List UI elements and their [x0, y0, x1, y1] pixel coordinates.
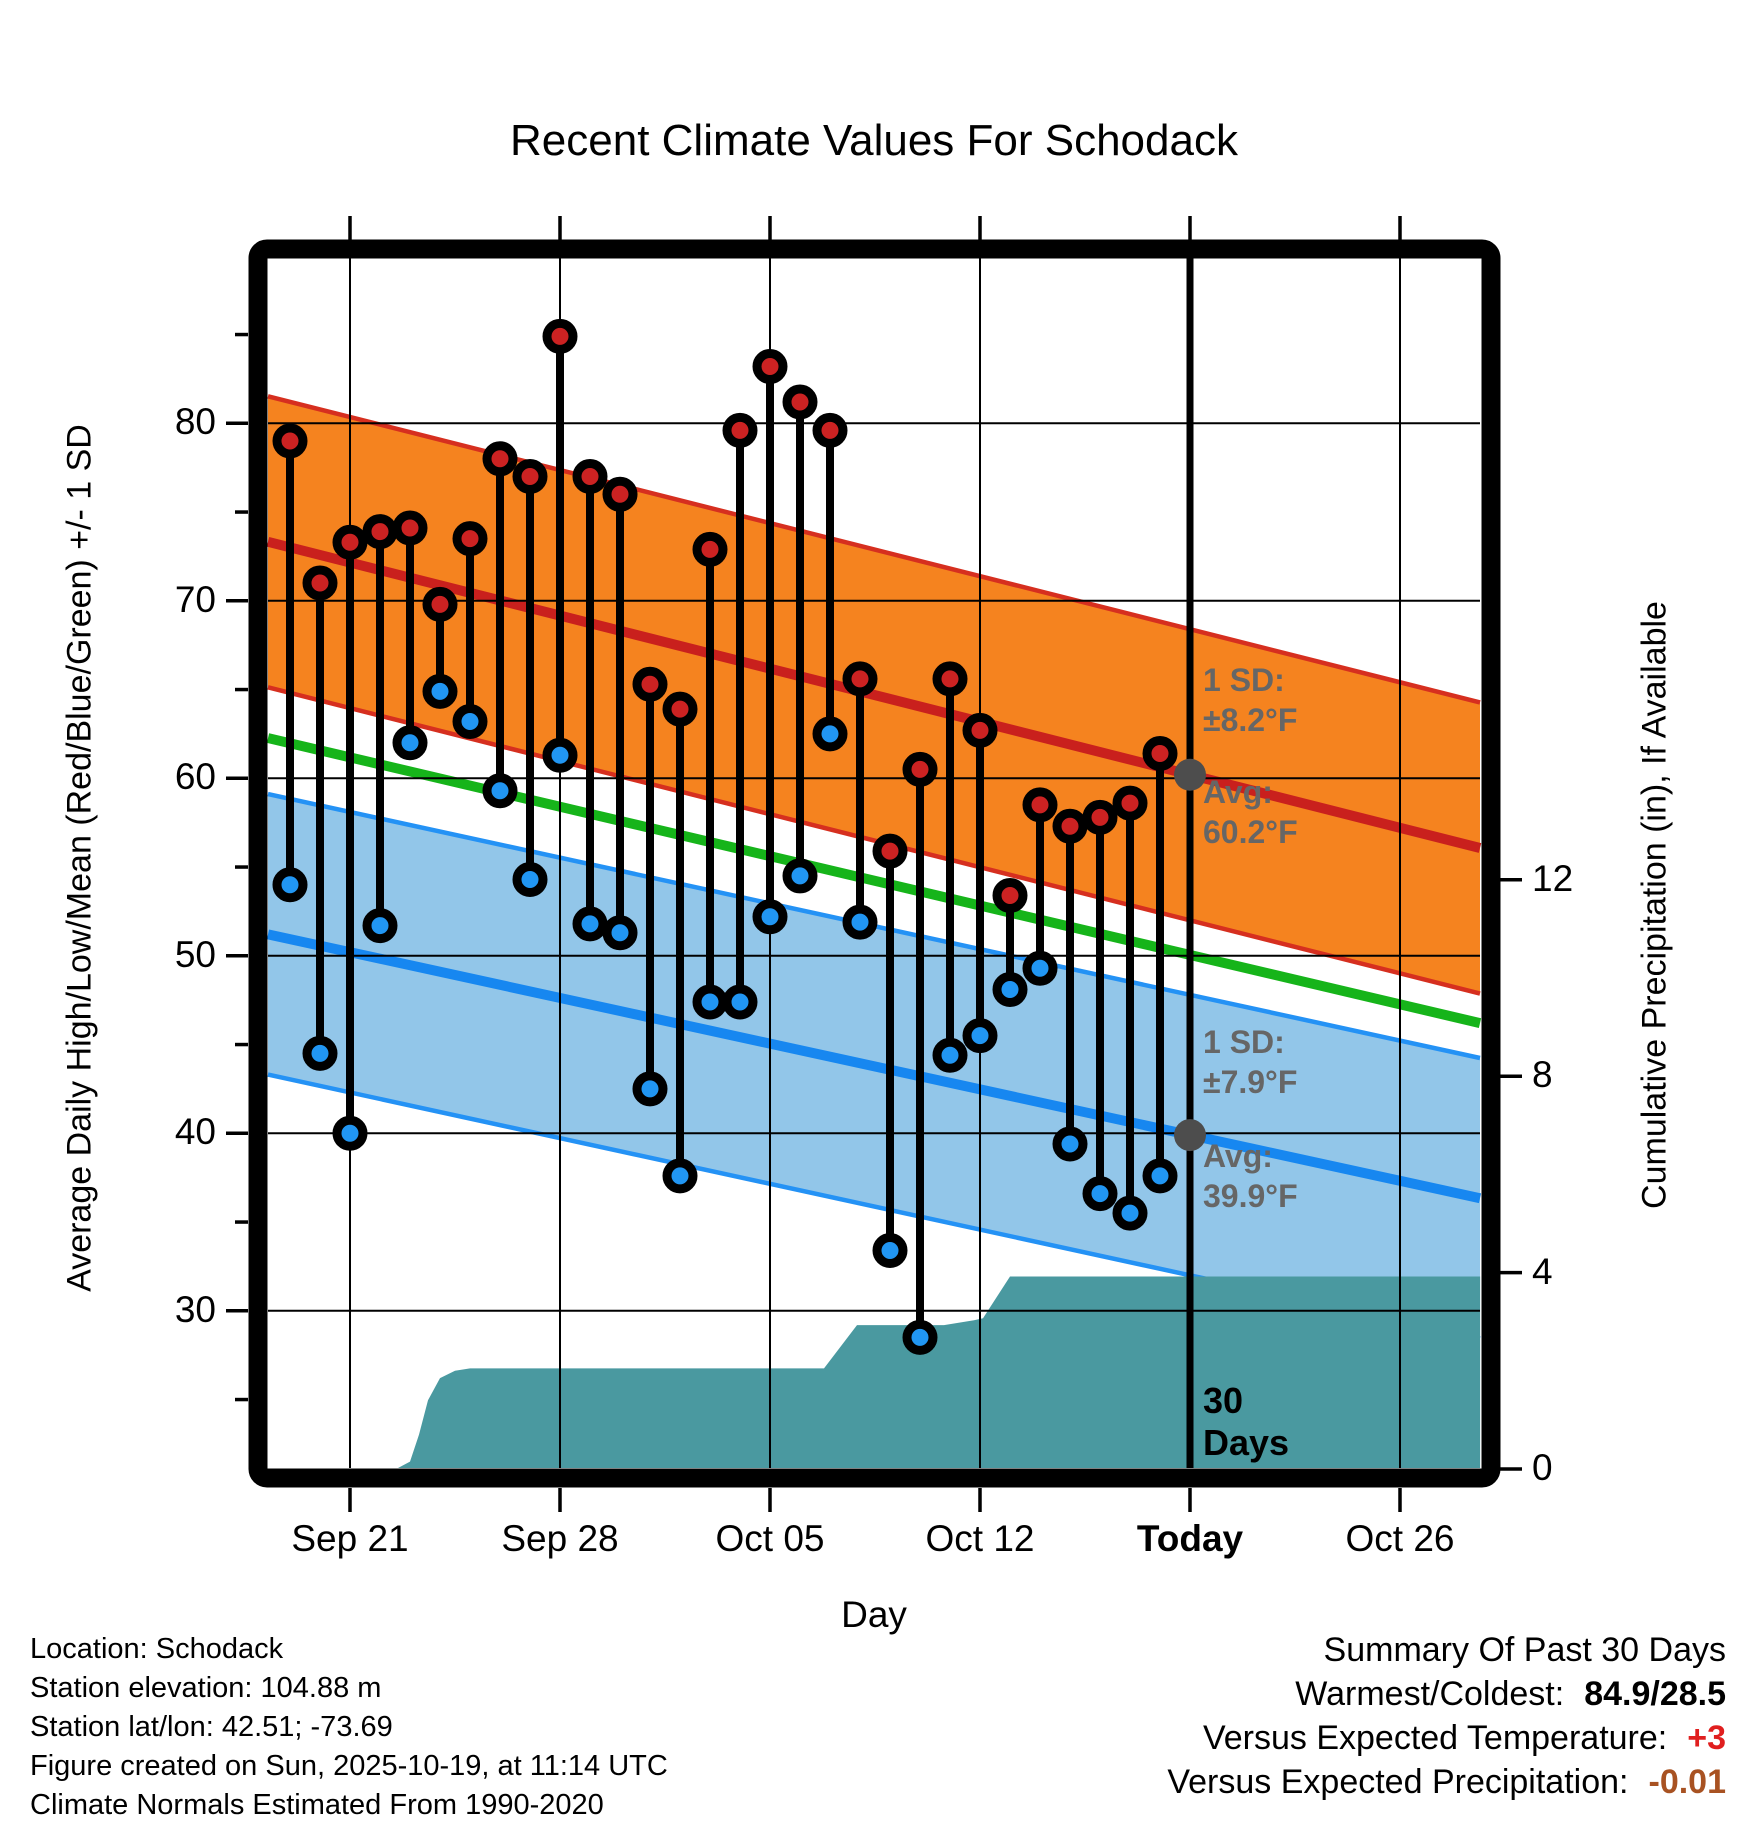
y-left-tick-label: 30	[174, 1288, 216, 1330]
summary-block	[1167, 1628, 1726, 1804]
y-right-tick-label: 4	[1532, 1250, 1553, 1292]
summary-title: Summary Of Past 30 Days	[1323, 1631, 1726, 1669]
y-right-tick-label: 12	[1532, 857, 1574, 899]
annotation-high-avg: Avg: 60.2°F	[1203, 774, 1298, 850]
annotation-low-avg: Avg: 39.9°F	[1203, 1138, 1298, 1214]
summary-row-vs-precipitation: Versus Expected Precipitation: -0.01	[1167, 1763, 1726, 1801]
y-left-tick-label: 60	[174, 756, 216, 798]
x-tick-label: Sep 28	[501, 1518, 619, 1559]
annotation-low-sd: 1 SD: ±7.9°F	[1203, 1024, 1298, 1100]
y-left-tick-label: 70	[174, 578, 216, 620]
y-axis-left-title: Average Daily High/Low/Mean (Red/Blue/Green) +/- 1 SD	[60, 424, 99, 1292]
x-axis-title: Day	[841, 1594, 907, 1635]
station-elevation: Station elevation: 104.88 m	[30, 1672, 382, 1704]
y-left-tick-label: 50	[174, 933, 216, 975]
annotation-high-sd: 1 SD: ±8.2°F	[1203, 662, 1298, 738]
y-right-tick-label: 0	[1532, 1447, 1553, 1488]
figure-created: Figure created on Sun, 2025-10-19, at 11:14 UTC	[30, 1750, 668, 1782]
page-title: Recent Climate Values For Schodack	[510, 116, 1238, 165]
summary-row-warmest-coldest: Warmest/Coldest: 84.9/28.5	[1295, 1675, 1726, 1713]
summary-row-vs-temperature: Versus Expected Temperature: +3	[1202, 1719, 1726, 1757]
y-axis-right-title: Cumulative Precipitation (in), If Available	[1635, 601, 1674, 1209]
station-location: Location: Schodack	[30, 1633, 284, 1665]
thirty-days-marker: 30 Days	[1203, 1380, 1290, 1463]
y-right-tick-label: 8	[1532, 1054, 1553, 1096]
climate-normals: Climate Normals Estimated From 1990-2020	[30, 1789, 604, 1821]
x-tick-label: Today	[1136, 1518, 1244, 1559]
x-tick-label: Sep 21	[291, 1518, 409, 1559]
x-tick-label: Oct 12	[925, 1518, 1035, 1559]
y-left-tick-label: 40	[174, 1111, 216, 1153]
station-info	[30, 1630, 668, 1825]
x-tick-label: Oct 26	[1345, 1518, 1455, 1559]
station-latlon: Station lat/lon: 42.51; -73.69	[30, 1711, 393, 1743]
y-left-tick-label: 80	[174, 401, 216, 443]
x-tick-label: Oct 05	[715, 1518, 825, 1559]
